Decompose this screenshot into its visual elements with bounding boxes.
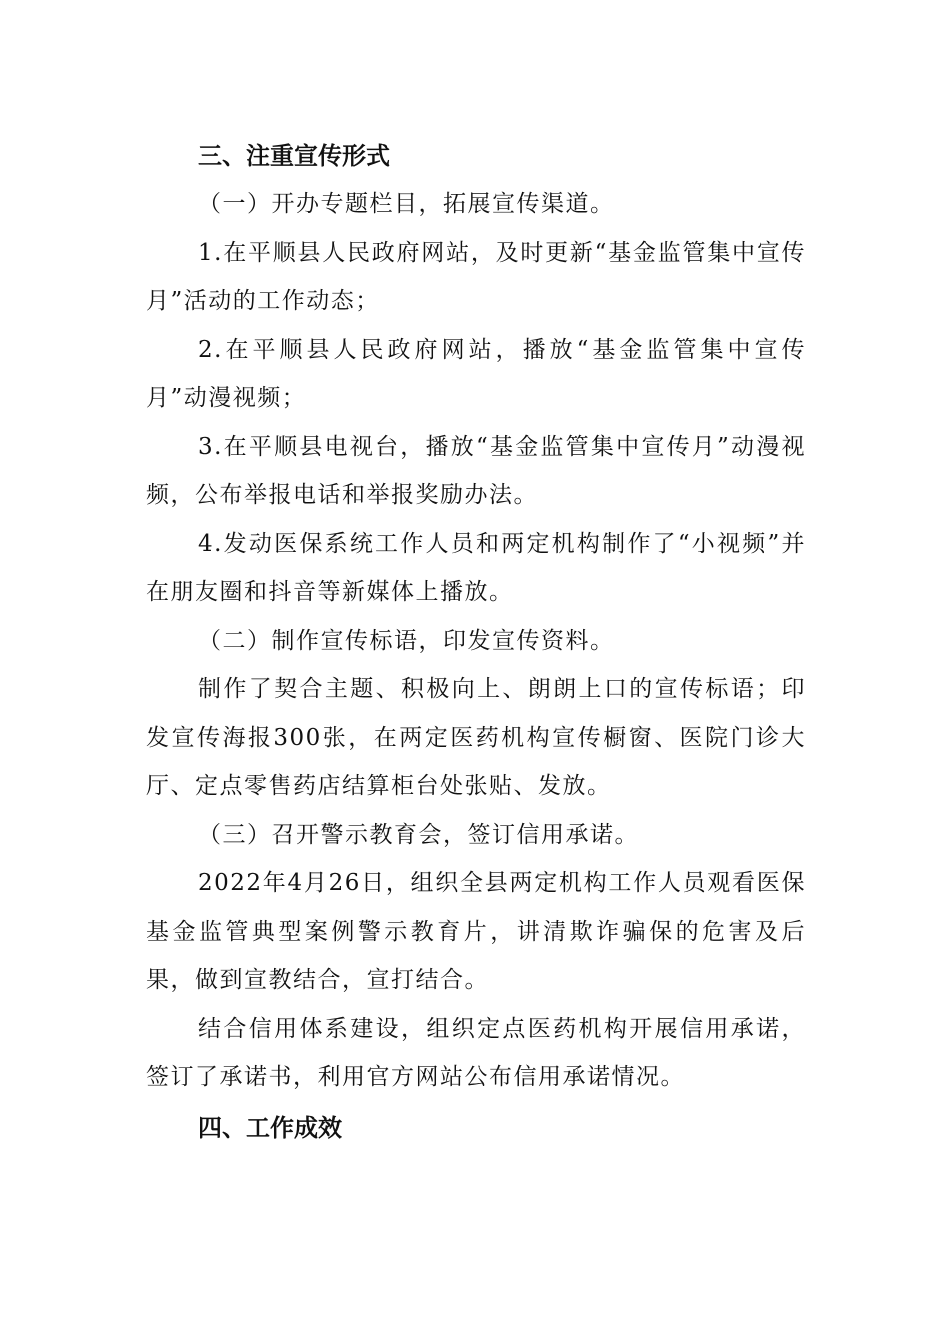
paragraph: 结合信用体系建设，组织定点医药机构开展信用承诺，签订了承诺书，利用官方网站公布信用承诺情况。	[146, 1015, 806, 1090]
subsection-2-heading: （二）制作宣传标语，印发宣传资料。	[198, 627, 615, 654]
list-item: 3.在平顺县电视台，播放“基金监管集中宣传月”动漫视频，公布举报电话和举报奖励办法。	[146, 433, 806, 508]
subsection-3-heading: （三）召开警示教育会，签订信用承诺。	[198, 821, 639, 848]
list-item: 2.在平顺县人民政府网站，播放“基金监管集中宣传月”动漫视频；	[146, 336, 806, 411]
document-page	[146, 128, 806, 1152]
section-4-heading: 四、工作成效	[198, 1113, 342, 1142]
subsection-1-heading: （一）开办专题栏目，拓展宣传渠道。	[198, 191, 615, 217]
list-item: 1.在平顺县人民政府网站，及时更新“基金监管集中宣传月”活动的工作动态；	[146, 239, 806, 314]
paragraph: 制作了契合主题、积极向上、朗朗上口的宣传标语；印发宣传海报300张，在两定医药机构宣传橱窗、医院门诊大厅、定点零售药店结算柜台处张贴、发放。	[146, 676, 806, 799]
list-item: 4.发动医保系统工作人员和两定机构制作了“小视频”并在朋友圈和抖音等新媒体上播放。	[146, 530, 806, 605]
section-3-heading: 三、注重宣传形式	[198, 142, 390, 170]
paragraph: 2022年4月26日，组织全县两定机构工作人员观看医保基金监管典型案例警示教育片，讲清欺诈骗保的危害及后果，做到宣教结合，宣打结合。	[146, 870, 806, 993]
